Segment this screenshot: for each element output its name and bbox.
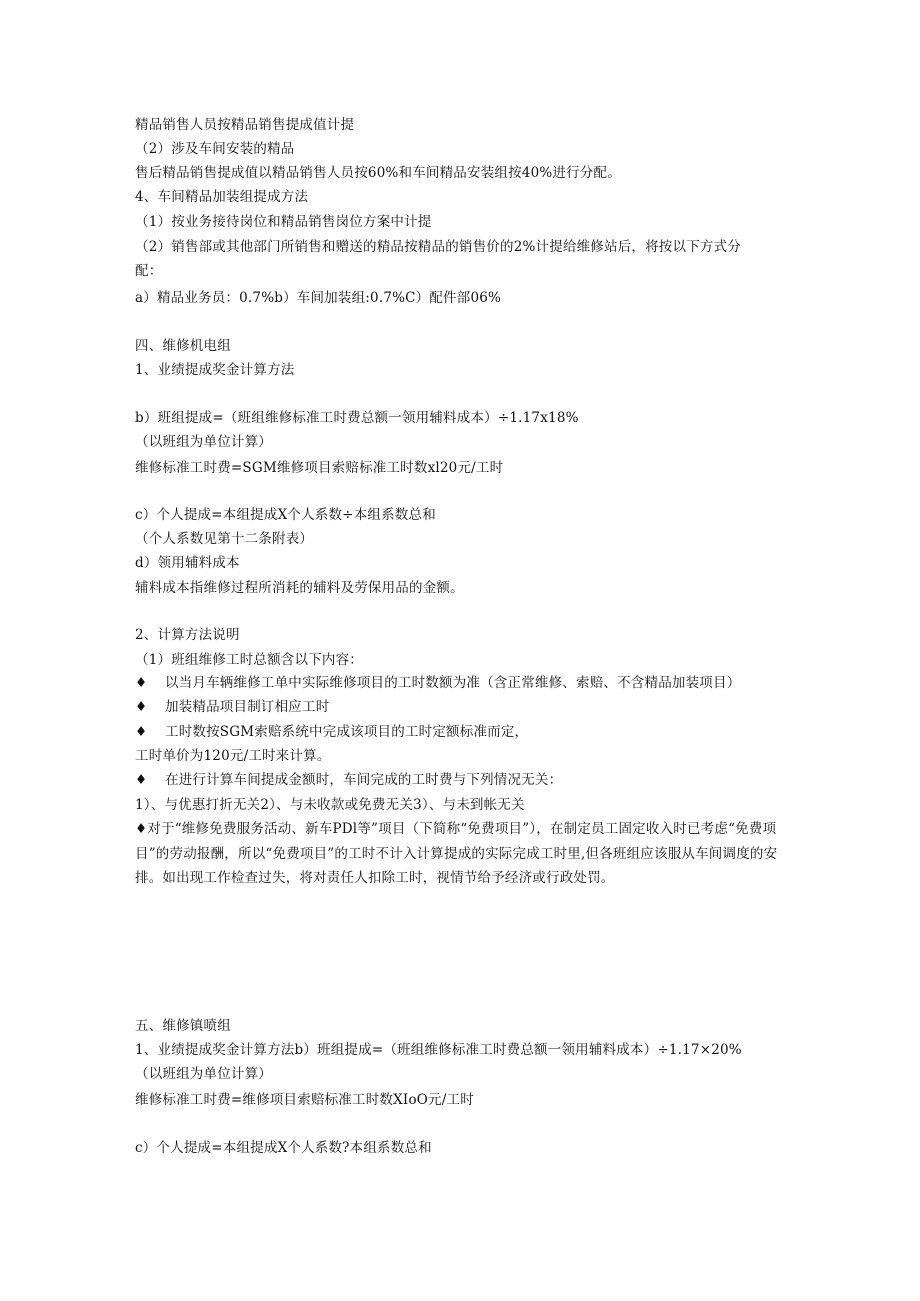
formula-line: b）班组提成=（班组维修标准工时费总额一领用辅料成本）÷1.17x18%	[135, 410, 579, 426]
text-line: 精品销售人员按精品销售提成值计提	[135, 117, 355, 133]
text-line: （1）按业务接待岗位和精品销售岗位方案中计提	[135, 214, 432, 230]
bullet-text: 工时数按SGM索赔系统中完成该项目的工时定额标准而定，	[165, 724, 529, 740]
text-line: 1）、与优惠打折无关2）、与未收款或免费无关3）、与未到帐无关	[135, 797, 525, 813]
text-line: 售后精品销售提成值以精品销售人员按60%和车间精品安装组按40%进行分配。	[135, 165, 621, 181]
bullet-item	[135, 673, 825, 693]
bullet-text: 在进行计算车间提成金额时，车间完成的工时费与下列情况无关：	[165, 772, 563, 788]
text-line: 辅料成本指维修过程所消耗的辅料及劳保用品的金额。	[135, 580, 464, 596]
text-line: d）领用辅料成本	[135, 555, 240, 571]
section-heading: 2、计算方法说明	[135, 627, 240, 643]
bullet-item	[135, 722, 825, 742]
formula-line: 维修标准工时费=SGM维修项目索赔标准工时数xl20元/工时	[135, 460, 504, 476]
bullet-icon: ♦	[135, 699, 148, 715]
text-line: （2）涉及车间安装的精品	[135, 141, 295, 157]
section-heading: 四、维修机电组	[135, 338, 231, 354]
text-line: a）精品业务员：0.7%b）车间加装组:0.7%C）配件部06%	[135, 290, 502, 306]
bullet-item	[135, 770, 825, 790]
bullet-icon: ♦	[135, 675, 148, 691]
text-line: （2）销售部或其他部门所销售和赠送的精品按精品的销售价的2%计提给维修站后，将按以下方式分	[135, 239, 742, 255]
paragraph: ♦对于“维修免费服务活动、新车PDl等”项目（下简称“免费项目”），在制定员工固定收入时已考虑“免费项目”的劳动报酬，所以“免费项目”的工时不计入计算提成的实际完成工时里,但各班组应该服从车间调度的安排。如出现工作检查过失，将对责任人扣除工时，视情节给予经济或行政处罚。	[135, 821, 778, 886]
text-line: （个人系数见第十二条附表）	[135, 531, 314, 547]
section-heading: 五、维修镇喷组	[135, 1018, 231, 1034]
section-heading: 4、车间精品加装组提成方法	[135, 189, 309, 205]
formula-line: c）个人提成=本组提成X个人系数?本组系数总和	[135, 1140, 432, 1156]
bullet-text: 加装精品项目制订相应工时	[165, 699, 330, 715]
text-line: （以班组为单位计算）	[135, 434, 272, 450]
text-line: 工时单价为120元/工时来计算。	[135, 748, 331, 764]
bullet-text: 以当月车辆维修工单中实际维修项目的工时数额为准（含正常维修、索赔、不含精品加装项目）	[165, 675, 741, 691]
text-line: 配：	[135, 263, 163, 279]
bullet-item	[135, 697, 825, 717]
text-line: （1）班组维修工时总额含以下内容：	[135, 652, 363, 668]
bullet-icon: ♦	[135, 772, 148, 788]
section-heading: 1、业绩提成奖金计算方法	[135, 362, 295, 378]
bullet-icon: ♦	[135, 724, 148, 740]
formula-line: c）个人提成=本组提成X个人系数÷本组系数总和	[135, 507, 436, 523]
formula-line: 1、业绩提成奖金计算方法b）班组提成=（班组维修标准工时费总额一领用辅料成本）÷1.17×20%	[135, 1042, 742, 1058]
text-line: （以班组为单位计算）	[135, 1066, 272, 1082]
formula-line: 维修标准工时费=维修项目索赔标准工时数XIoO元/工时	[135, 1092, 474, 1108]
